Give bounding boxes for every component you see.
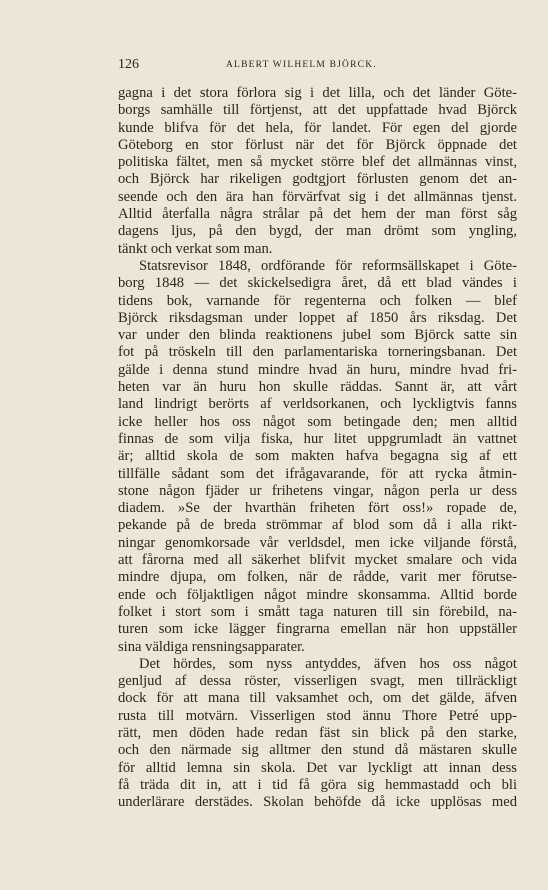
text-line: icke heller hos oss något som betingade den; men alltid: [118, 413, 517, 430]
page-number: 126: [118, 57, 139, 72]
text-line: finnas de som vilja fiska, hur litet uppgrumladt än vattnet: [118, 430, 517, 447]
text-line: rusta till motvärn. Visserligen stod ännu Thore Petré upp-: [118, 707, 517, 724]
text-line: stone någon fjäder ur frihetens vingar, någon perla ur dess: [118, 482, 517, 499]
text-line: Det hördes, som nyss antyddes, äfven hos oss något: [139, 655, 517, 672]
text-line: Göteborg en stor förlust när det för Björck öppnade det: [118, 136, 517, 153]
text-line: tidens bok, varnande för regenterna och folken — blef: [118, 292, 517, 309]
text-line: mindre djupa, om folken, när de rådde, varit mer förutse-: [118, 569, 517, 586]
text-line: turen som icke lägger fingrarna emellan när hon uppställer: [118, 621, 517, 638]
text-line: Björck riksdagsman under loppet af 1850 års riksdag. Det: [118, 309, 517, 326]
text-line: dock för att mana till vaksamhet och, om det gälde, äfven: [118, 690, 517, 707]
text-line: att fårorna med all säkerhet blifvit mycket smalare och vida: [118, 552, 517, 569]
text-line: rätt, men döden hade redan fäst sin blick på den starke,: [118, 724, 517, 741]
text-line: heten var än huru hon skulle räddas. Sannt är, att vårt: [118, 379, 517, 396]
text-line: kunde blifva för det hela, för landet. För egen del gjorde: [118, 119, 517, 136]
text-line: gagna i det stora förlora sig i det lilla, och det länder Göte-: [118, 85, 517, 101]
text-line: dagens ljus, på den bygd, der man drömt som yngling,: [118, 223, 517, 240]
text-line: ende och följaktligen något mindre skonsamma. Alltid borde: [118, 586, 517, 603]
running-title: ALBERT WILHELM BJÖRCK.: [226, 60, 377, 70]
text-line: genljud af dessa röster, visserligen svagt, men tillräckligt: [118, 673, 517, 690]
text-line: seende och den ära han förvärfvat sig i det allmännas tjenst.: [118, 188, 517, 205]
text-line: land lindrigt berörts af verldsorkanen, och lyckligtvis fanns: [118, 396, 517, 413]
text-line: få träda dit in, att i tid få göra sig hemmastadd och bli: [118, 776, 517, 793]
text-line: politiska fältet, men så mycket större blef det allmännas vinst,: [118, 154, 517, 171]
text-line: folket i stort som i smått taga naturen till sin förebild, na-: [118, 603, 517, 620]
text-line: och den närmade sig alltmer den stund då mästaren skulle: [118, 742, 517, 759]
text-line: Alltid återfalla några strålar på det hem der man först såg: [118, 206, 517, 223]
text-line: underlärare derstädes. Skolan behöfde då icke upplösas med: [118, 794, 517, 811]
text-line: ningar genomkorsade vår verldsdel, men icke viljande förstå,: [118, 534, 517, 551]
text-line: för alltid lemna sin skola. Det var lyckligt att innan dess: [118, 759, 517, 776]
text-line: tänkt och verkat som man.: [118, 240, 273, 257]
text-line: pekande på de breda strömmar af blod som då i alla rikt-: [118, 517, 517, 534]
text-line: diadem. »Se der hvarthän friheten fört oss!» ropade de,: [118, 500, 517, 517]
text-line: och Björck har rikeligen godtgjort förlusten genom det an-: [118, 171, 517, 188]
body-text: [118, 85, 517, 811]
text-line: sina väldiga rensningsapparater.: [118, 638, 305, 655]
text-line: borgs samhälle till förtjenst, att det uppfattade hvad Björck: [118, 102, 517, 119]
text-line: borg 1848 — det skickelsedigra året, då ett blad vändes i: [118, 275, 517, 292]
text-line: gälde i denna stund mindre hvad än huru, mindre hvad fri-: [118, 361, 517, 378]
text-line: var under den blinda reaktionens jubel som Björck satte sin: [118, 327, 517, 344]
page-header: [118, 57, 518, 77]
text-line: är; alltid skola de som makten hafva begagna sig af ett: [118, 448, 517, 465]
text-line: fot på tröskeln till den parlamentariska torneringsbanan. Det: [118, 344, 517, 361]
text-line: Statsrevisor 1848, ordförande för reformsällskapet i Göte-: [139, 257, 517, 274]
text-line: tillfälle sådant som det ifrågavarande, för att rycka åtmin-: [118, 465, 517, 482]
